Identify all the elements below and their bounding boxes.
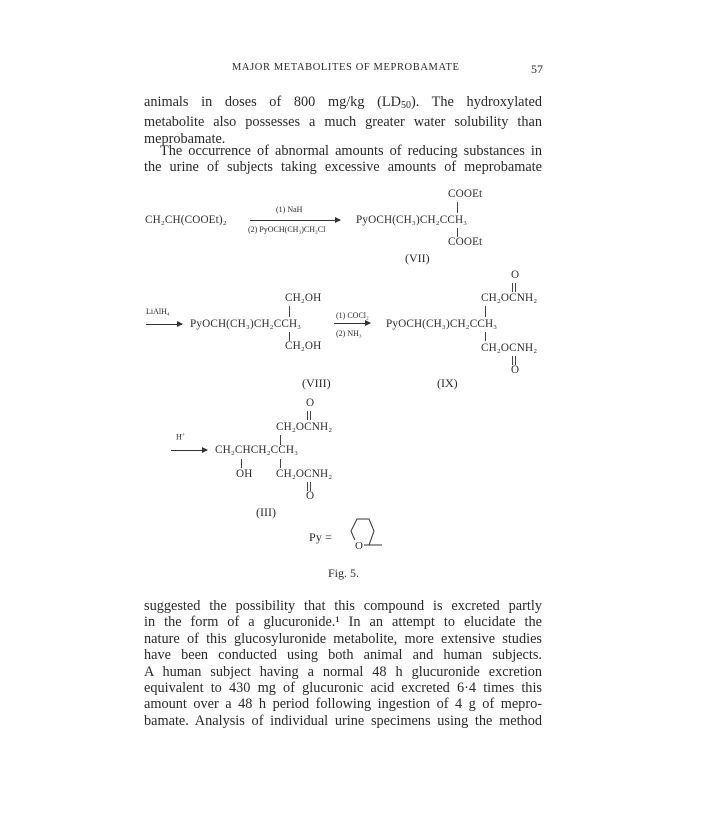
compound-label-viii: (VIII) xyxy=(302,376,331,390)
reagent-phosgene: (1) COCl₂ xyxy=(336,311,369,320)
paragraph-2 xyxy=(144,143,542,176)
reagent-lialh4: LiAlH₄ xyxy=(146,307,170,316)
reaction-arrow xyxy=(334,323,370,324)
compound-viii-bottom-group: CH₂OH xyxy=(285,340,322,352)
compound-vii-main: PyOCH(CH₃)CH₂CCH₃ xyxy=(356,214,468,226)
paragraph-1 xyxy=(144,94,542,147)
tetrahydropyranyl-ring-icon xyxy=(340,515,390,561)
compound-iii-bottom-o: O xyxy=(306,490,315,502)
compound-iii-top-o: O xyxy=(306,397,315,409)
bond xyxy=(485,332,486,341)
figure-caption: Fig. 5. xyxy=(328,566,360,580)
text-line: suggested the possibility that this compound is excreted partly xyxy=(144,598,542,614)
text-line: The occurrence of abnormal amounts of reducing substances in xyxy=(160,143,542,159)
text-line: equivalent to 430 mg of glucuronic acid excreted 6·4 times this xyxy=(144,680,542,697)
reactant-diethyl-malonate: CH₂CH(COOEt)₂ xyxy=(145,214,227,226)
bond xyxy=(241,459,242,468)
compound-viii-top-group: CH₂OH xyxy=(285,292,322,304)
bond xyxy=(289,306,290,317)
text-line: bamate. Analysis of individual urine specimens using the method xyxy=(144,712,542,729)
reagent-acid: H+ xyxy=(176,432,185,442)
bond xyxy=(485,306,486,317)
bond xyxy=(280,459,281,468)
ring-oxygen-label: O xyxy=(355,540,363,552)
text-line: nature of this glucosyluronide metabolite, more extensive studies xyxy=(144,630,542,647)
compound-iii-bottom-group: CH₂OCNH₂ xyxy=(276,468,333,480)
reagent-step-1: (1) NaH xyxy=(276,205,303,214)
compound-ix-top-group: CH₂OCNH₂ xyxy=(481,292,538,304)
running-title: MAJOR METABOLITES OF MEPROBAMATE xyxy=(232,62,460,73)
compound-ix-bottom-o: O xyxy=(511,364,520,376)
text-line: have been conducted using both animal and human subjects. xyxy=(144,647,542,664)
compound-iii-main: CH₂CHCH₂CCH₃ xyxy=(215,444,299,456)
compound-label-ix: (IX) xyxy=(437,376,458,390)
compound-label-vii: (VII) xyxy=(405,251,430,265)
text-line: meprobamate. xyxy=(144,130,226,147)
bond xyxy=(457,202,458,213)
compound-ix-top-o: O xyxy=(511,269,520,281)
compound-label-iii: (III) xyxy=(256,505,276,519)
text-line: the urine of subjects taking excessive amounts of meprobamate xyxy=(144,159,542,176)
text-line: in the form of a glucuronide.¹ In an attempt to elucidate the xyxy=(144,614,542,631)
compound-iii-hydroxyl: OH xyxy=(236,468,253,480)
double-bond xyxy=(512,283,516,292)
reaction-arrow xyxy=(146,324,182,325)
double-bond xyxy=(307,411,311,420)
py-definition-label: Py = xyxy=(309,530,333,544)
text-line: amount over a 48 h period following ingestion of 4 g of mepro- xyxy=(144,696,542,713)
compound-vii-bottom-group: COOEt xyxy=(448,236,483,248)
page-number: 57 xyxy=(531,62,543,76)
compound-vii-top-group: COOEt xyxy=(448,188,483,200)
text-line: metabolite also possesses a much greater water solubility than xyxy=(144,114,542,131)
text-line: animals in doses of 800 mg/kg $(LD_{50})$. The hydroxylated xyxy=(144,94,542,111)
reaction-arrow xyxy=(250,220,340,221)
compound-iii-top-group: CH₂OCNH₂ xyxy=(276,421,333,433)
reaction-arrow xyxy=(171,450,207,451)
text-line: A human subject having a normal 48 h glucuronide excretion xyxy=(144,663,542,680)
reagent-step-2: (2) PyOCH(CH₃)CH₂Cl xyxy=(248,225,326,234)
compound-viii-main: PyOCH(CH₃)CH₂CCH₃ xyxy=(190,318,302,330)
paragraph-3 xyxy=(144,598,542,729)
compound-ix-main: PyOCH(CH₃)CH₂CCH₃ xyxy=(386,318,498,330)
reagent-ammonia: (2) NH₃ xyxy=(336,329,362,338)
compound-ix-bottom-group: CH₂OCNH₂ xyxy=(481,342,538,354)
